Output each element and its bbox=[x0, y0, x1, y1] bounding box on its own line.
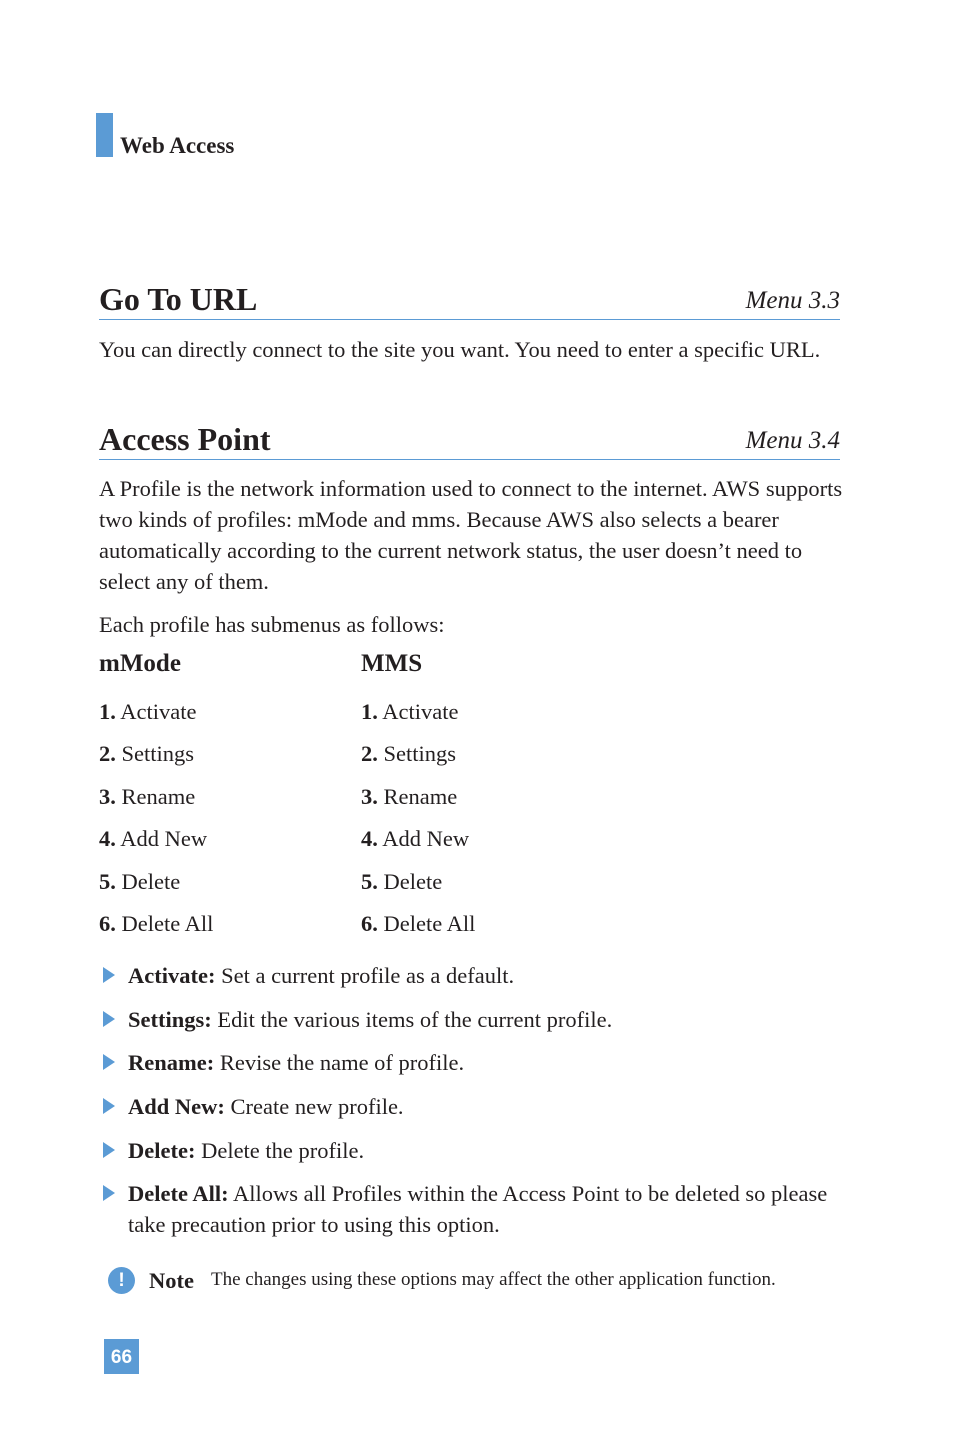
list-item: 3. Rename bbox=[99, 784, 196, 809]
page-number: 66 bbox=[104, 1339, 139, 1374]
list-item: 2. Settings bbox=[99, 741, 195, 766]
running-header: Web Access bbox=[120, 133, 235, 158]
menu-number-go-to-url: Menu 3.3 bbox=[745, 287, 840, 314]
list-item: 4. Add New bbox=[361, 826, 470, 851]
column-heading-mms: MMS bbox=[361, 650, 423, 677]
list-item: 5. Delete bbox=[361, 869, 443, 894]
list-item: 4. Add New bbox=[99, 826, 208, 851]
submenu-intro: Each profile has submenus as follows: bbox=[99, 612, 445, 637]
list-item: 2. Settings bbox=[361, 741, 457, 766]
list-item: 3. Rename bbox=[361, 784, 458, 809]
triangle-bullet-icon bbox=[103, 1011, 115, 1027]
section-divider bbox=[99, 459, 840, 460]
section-title-go-to-url: Go To URL bbox=[99, 281, 258, 317]
go-to-url-body: You can directly connect to the site you want. You need to enter a specific URL. bbox=[99, 337, 821, 362]
note-label: Note bbox=[149, 1268, 194, 1293]
section-title-access-point: Access Point bbox=[99, 421, 271, 457]
access-point-body: A Profile is the network information used to connect to the internet. AWS supports two kinds of profiles: mMode and mms. Because AWS also selects a bearer automatically according to the current network status, the user doesn’t need to select any of them. bbox=[99, 476, 843, 594]
list-item: 1. Activate bbox=[99, 699, 197, 724]
triangle-bullet-icon bbox=[103, 967, 115, 983]
list-item: 5. Delete bbox=[99, 869, 181, 894]
section-marker-bar bbox=[96, 113, 113, 157]
list-item: 6. Delete All bbox=[361, 911, 476, 936]
list-item: 6. Delete All bbox=[99, 911, 214, 936]
triangle-bullet-icon bbox=[103, 1185, 115, 1201]
triangle-bullet-icon bbox=[103, 1142, 115, 1158]
column-heading-mmode: mMode bbox=[99, 650, 181, 677]
triangle-bullet-icon bbox=[103, 1098, 115, 1114]
section-divider bbox=[99, 319, 840, 320]
note-text: The changes using these options may affect the other application function. bbox=[211, 1269, 776, 1290]
triangle-bullet-icon bbox=[103, 1054, 115, 1070]
list-item: 1. Activate bbox=[361, 699, 459, 724]
menu-number-access-point: Menu 3.4 bbox=[745, 427, 840, 454]
exclamation-icon: ! bbox=[108, 1267, 135, 1294]
